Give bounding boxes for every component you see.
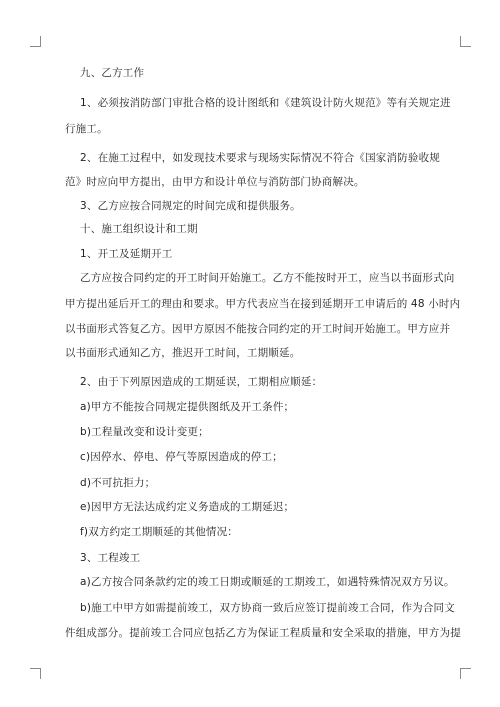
section-heading-ten: 十、施工组织设计和工期 [80, 223, 198, 235]
paragraph-line: 乙方应按合同约定的开工时间开始施工。乙方不能按时开工，应当以书面形式向 [80, 272, 455, 284]
list-item: b)施工中甲方如需提前竣工，双方协商一致后应签订提前竣工合同，作为合同文 [80, 602, 455, 614]
paragraph-line: 2、在施工过程中，如发现技术要求与现场实际情况不符合《国家消防验收规 [80, 152, 440, 164]
paragraph-line: 3、乙方应按合同规定的时间完成和提供服务。 [80, 200, 301, 212]
paragraph-line: 2、由于下列原因造成的工期延误，工期相应顺延： [80, 376, 323, 388]
paragraph-line: 范》时应向甲方提出，由甲方和设计单位与消防部门协商解决。 [65, 176, 365, 188]
list-item: a)乙方按合同条款约定的竣工日期或顺延的工期竣工，如遇特殊情况双方另议。 [80, 576, 455, 588]
list-item: a)甲方不能按合同规定提供图纸及开工条件； [80, 401, 295, 413]
list-item: b)工程量改变和设计变更； [80, 426, 209, 438]
list-item: c)因停水、停电、停气等原因造成的停工； [80, 451, 283, 463]
paragraph-line: 以书面形式通知乙方，推迟开工时间，工期顺延。 [65, 347, 301, 359]
paragraph-line: 件组成部分。提前竣工合同应包括乙方为保证工程质量和安全采取的措施，甲方为提 [65, 627, 461, 639]
paragraph-line: 1、必须按消防部门审批合格的设计图纸和《建筑设计防火规范》等有关规定进 [80, 97, 451, 109]
paragraph-line: 行施工。 [65, 123, 108, 135]
paragraph-line: 以书面形式答复乙方。因甲方原因不能按合同约定的开工时间开始施工。甲方应并 [65, 323, 451, 335]
paragraph-line: 甲方提出延后开工的理由和要求。甲方代表应当在接到延期开工申请后的 48 小时内 [65, 298, 461, 310]
list-item: e)因甲方无法达成约定义务造成的工期延迟； [80, 501, 295, 513]
list-item: f)双方约定工期顺延的其他情况： [80, 526, 238, 538]
subheading: 3、工程竣工 [80, 552, 141, 564]
subheading: 1、开工及延期开工 [80, 248, 173, 260]
section-heading-nine: 九、乙方工作 [80, 67, 145, 79]
list-item: d)不可抗拒力； [80, 477, 156, 489]
